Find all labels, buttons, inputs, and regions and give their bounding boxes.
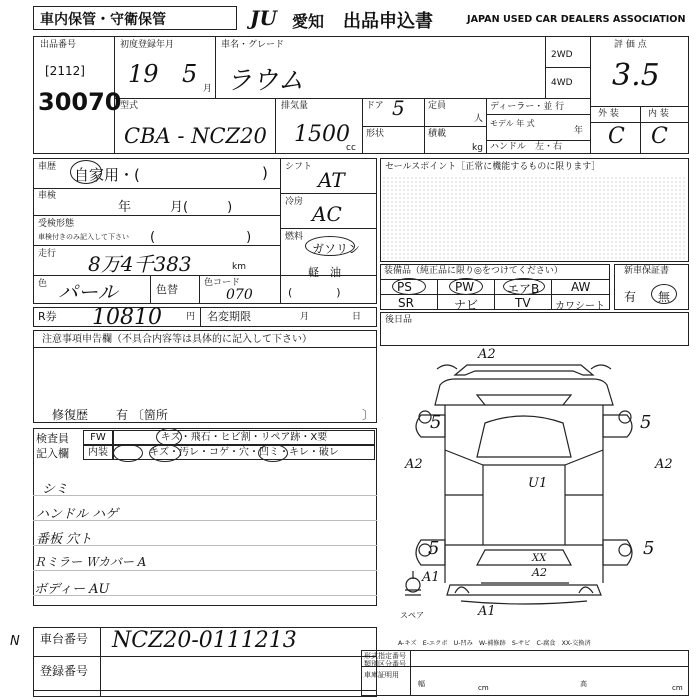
warranty-label: 新車保証書 [624,266,670,276]
accept-label: 受検形態 [38,219,75,229]
model-code: CBA - NCZ20 [124,124,267,148]
selling-points-label: セールスポイント［正常に機能するものに限ります］ [385,162,601,172]
shift-value: AT [318,168,345,192]
repair-value: 有 〔箇所 [116,408,168,422]
margin-mark: N [10,634,20,649]
rename-month: 月 [300,312,310,322]
load-label: 積載 [428,129,447,139]
equip-seat: カワシート [555,301,605,312]
storage-label: 車内保管・守衛保管 [40,12,166,28]
lot-number-label: 出品番号 [40,40,77,50]
first-reg-month: 5 [182,60,198,88]
displacement-label: 排気量 [281,101,309,111]
garage-cert-label: 車庫証明用 [364,671,399,679]
inspector-label-2: 記入欄 [36,447,69,460]
mark-5-front-right: 5 [640,412,652,433]
warranty-no-circle [651,284,677,304]
recycle-box [33,307,377,327]
ju-logo: JU [250,6,277,30]
mark-a2-top: A2 [478,347,496,362]
hekomi-circle [258,444,288,462]
km-unit: km [232,262,246,272]
mark-a2-hatch: A2 [532,566,547,579]
equipment-label: 装備品（純正品に限り◎をつけてください） [384,266,563,276]
fuel-label: 燃料 [285,232,304,242]
color: パール [58,280,118,304]
yen-unit: 円 [186,312,196,322]
accept-sub: 車検付きのみ記入して下さい [38,233,129,241]
spare-label: スペア [400,611,424,620]
fuel-value: ガソリン [312,242,361,256]
equip-ps: PS [397,280,412,294]
rear-items-box [380,312,689,346]
fuel-paren: ( ) [288,286,341,299]
gasoline-circle [305,236,355,256]
association-name: JAPAN USED CAR DEALERS ASSOCIATION [467,14,686,25]
mark-a2-right: A2 [655,457,673,472]
mark-5-rear-left: 5 [428,538,440,559]
recolor-label: 色替 [156,283,178,296]
width-label: 幅 [418,680,425,688]
mileage: 8万4千383 [88,252,192,276]
color-code-label: 色コード [204,278,241,288]
mark-a1-rear-left: A1 [422,570,440,585]
rear-items-label: 後日品 [385,315,413,325]
door-label: ドア [366,101,384,111]
shape-label: 形状 [366,129,385,139]
mark-5-rear-right: 5 [643,538,655,559]
accept-paren: ( ) [150,230,252,245]
notes-label: 注意事項申告欄（不具合内容等は具体的に記入して下さい） [42,334,312,345]
diesel-label: 軽 油 [308,266,341,279]
mark-a1-bumper: A1 [478,604,496,619]
fw-cell: FW [83,430,113,445]
equip-airbag: エアB [507,282,540,296]
displacement: 1500 [294,122,350,147]
chassis-label: 車台番号 [40,632,89,646]
first-reg-year: 19 [128,60,159,88]
color-code: 070 [226,287,253,303]
form-number-label: 形式指定番号 [364,652,406,660]
ac-value: AC [312,202,342,226]
mark-a2-left: A2 [405,457,423,472]
ac-label: 冷房 [285,197,304,207]
pw-circle [449,278,483,295]
logo-aichi: 愛知 [292,12,325,31]
rename-label: 名変期限 [207,310,251,323]
warranty-no: 無 [658,290,671,304]
repair-close: 〕 [362,408,375,422]
cm-unit-2: cm [672,684,683,692]
form-title: 出品申込書 [343,11,433,32]
height-label: 高 [580,680,587,688]
inspection-value: 年 月( ) [118,200,233,215]
score-value: 3.5 [612,58,660,93]
color-label: 色 [38,279,48,289]
first-reg-label: 初度登録年月 [120,40,175,50]
exterior-grade: C [608,124,625,149]
equip-pw: PW [455,280,475,294]
equip-tv: TV [515,296,531,310]
door-count: 5 [392,96,405,120]
year-unit: 年 [574,126,584,136]
rename-day: 日 [352,312,362,322]
2wd-label: 2WD [551,50,573,60]
lot-sub-number: [2112] [45,64,85,78]
note-line-5: ボディー AU [34,582,110,597]
history-close: ) [262,164,268,182]
interior-cell: 内装 [83,445,113,460]
inspector-label-1: 検査員 [36,432,69,445]
history-label: 車歴 [38,162,57,172]
shift-label: シフト [285,162,313,172]
exterior-label: 外 装 [598,109,619,119]
equip-navi: ナビ [454,298,479,312]
car-name: ラウム [226,66,304,96]
mileage-label: 走行 [38,249,57,259]
note-line-3: 番板 穴ト [36,532,93,547]
inspector-row2: キズ・汚レ・コゲ・穴・凹ミ・キレ・破レ [113,445,375,460]
interior-grade: C [651,124,668,149]
model-label: 型式 [120,101,139,111]
mark-5-front-left: 5 [430,412,442,433]
reg-number-label: 登録番号 [40,664,89,678]
recycle-amount: 10810 [92,305,162,330]
equip-sr: SR [398,296,414,310]
equip-aw: AW [571,280,591,294]
month-unit: 月 [203,84,213,94]
recycle-label: R券 [38,310,57,323]
repair-label: 修復歴 [52,408,89,422]
category-number-label: 類別区分番号 [364,660,406,668]
cc-unit: cc [346,143,356,153]
mark-xx-hatch: XX [532,553,547,564]
note-line-2: ハンドル ハゲ [36,507,119,522]
ps-circle [392,278,426,295]
private-use-circle [70,160,102,184]
score-label: 評 価 点 [614,40,647,50]
load-unit: kg [472,143,483,153]
dealer-label: ディーラー・並 行 [490,102,565,112]
capacity-unit: 人 [474,114,484,124]
capacity-label: 定員 [428,101,447,111]
yogore-circle [149,444,181,462]
history-value: 自家用・( [74,166,140,184]
lot-number: 30070 [38,88,122,116]
handle-label: ハンドル 左・右 [490,142,563,152]
interior-label: 内 装 [648,109,669,119]
cm-unit-1: cm [478,684,489,692]
damage-legend: A-キズ E-エクボ U-凹み W-補修跡 S-サビ C-腐食 XX-交換済 [398,640,591,647]
airbag-circle [503,278,545,295]
mark-u1-roof: U1 [528,476,548,491]
note-line-4: Ｒミラー Ｗカバー A [34,555,147,569]
warranty-yes: 有 [624,290,637,304]
chassis-number: NCZ20-0111213 [112,628,297,653]
note-line-1: シミ [42,482,69,497]
4wd-label: 4WD [551,78,573,88]
kizu-circle [113,444,143,462]
model-year-label: モデル 年 式 [490,119,535,128]
car-name-label: 車名・グレード [221,40,285,50]
inspection-label: 車検 [38,191,57,201]
inspector-row1: キズ・飛石・ヒビ割・リペア跡・X要 [113,430,375,445]
